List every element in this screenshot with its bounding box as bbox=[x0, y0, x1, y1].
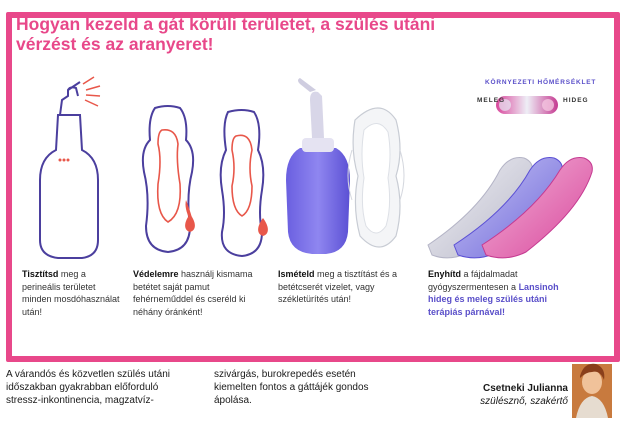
peri-bottle-icon bbox=[286, 78, 350, 254]
author-role: szülésznő, szakértő bbox=[480, 396, 568, 407]
step-relieve-verb: Enyhítd bbox=[428, 269, 461, 279]
step-repeat-verb: Ismételd bbox=[278, 269, 315, 279]
step-clean-verb: Tisztítsd bbox=[22, 269, 59, 279]
peri-bottle-outline-icon bbox=[40, 77, 100, 258]
bottom-text-col2: szivárgás, burokrepedés esetén kiemelten fontos a gáttájék gondos ápolása. bbox=[214, 369, 369, 406]
pad-outline-icon bbox=[143, 106, 268, 256]
step-repeat-caption bbox=[278, 268, 408, 306]
author-name: Csetneki Julianna bbox=[482, 383, 568, 394]
step-clean-caption bbox=[22, 268, 122, 318]
step-relieve-caption bbox=[428, 268, 578, 318]
step-clean-text: meg a perineális területet minden mosdóhasználat után! bbox=[22, 269, 120, 317]
step-relieve-text: a fájdalmadat gyógyszermentesen a bbox=[428, 269, 519, 292]
step-protect-text: használj kismama betétet saját pamut fehérneműddel és cseréld ki néhány óránként! bbox=[133, 269, 253, 317]
temperature-legend bbox=[496, 96, 558, 114]
step-protect-verb: Védelemre bbox=[133, 269, 179, 279]
legend-title: KÖRNYEZETI HŐMÉRSÉKLET bbox=[485, 79, 597, 86]
infographic-title: Hogyan kezeld a gát körüli területet, a szülés utáni vérzést és az aranyeret! bbox=[16, 14, 436, 54]
therapy-pads-icon bbox=[428, 158, 592, 258]
legend-warm-label: MELEG bbox=[477, 97, 506, 104]
legend-cold-label: HIDEG bbox=[563, 97, 589, 104]
clear-pad-icon bbox=[348, 108, 404, 247]
lansinoh-highlight: Lansinoh hideg és meleg szülés utáni terápiás párnával! bbox=[428, 281, 559, 317]
bottom-text-col1: A várandós és közvetlen szülés utáni időszakban gyakrabban előforduló stressz-inkontinencia, magzatvíz- bbox=[6, 369, 170, 406]
step-repeat-text: meg a tisztítást és a betétcserét vizelet, vagy székletürítés után! bbox=[278, 269, 398, 304]
author-photo bbox=[572, 364, 612, 418]
step-protect-caption bbox=[133, 268, 267, 318]
